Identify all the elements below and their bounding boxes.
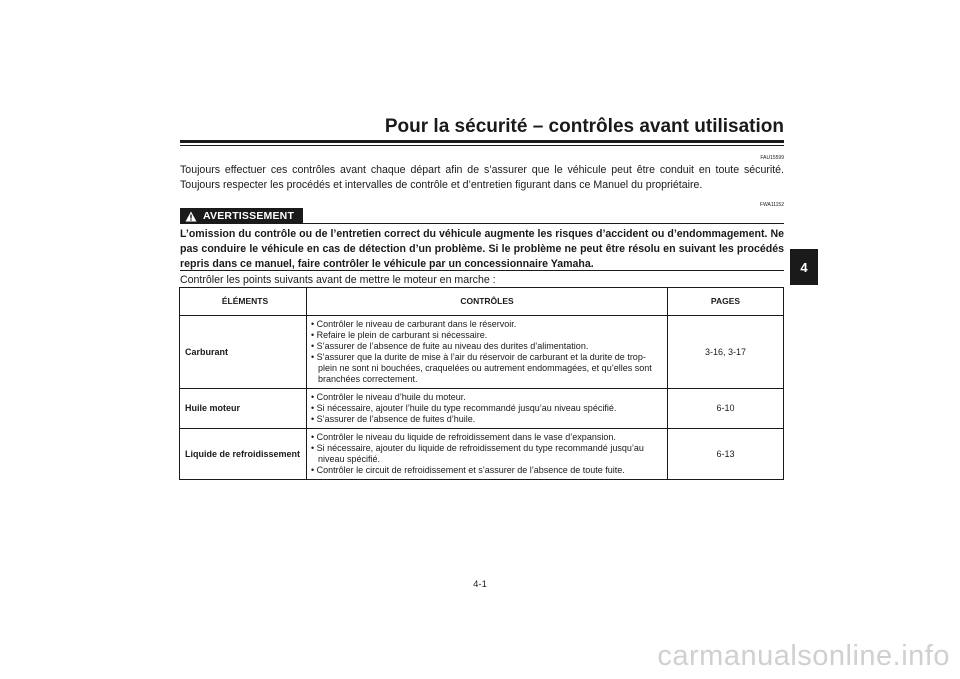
check-item: • Contrôler le circuit de refroidissement et s’assurer de l’absence de toute fuite. [311,465,663,476]
warning-badge [180,208,303,224]
warning-top-rule [303,223,784,224]
watermark: carmanualsonline.info [657,640,950,672]
row-item: Huile moteur [180,389,307,429]
warning-text: L’omission du contrôle ou de l’entretien correct du véhicule augmente les risques d’accident ou d’endommagement. Ne pas conduire le véhicule en cas de détection d’un problème. Si le problème ne peut être résolu en suivant les procédés repris dans ce manuel, faire contrôler le véhicule par un concessionnaire Yamaha. [180,228,784,270]
warning-bottom-rule [180,270,784,271]
table-row [180,389,784,429]
title-rule-thin [180,145,784,146]
pre-operation-checks-table [179,287,784,480]
warning-triangle-icon [185,211,197,222]
page-number: 4-1 [473,579,487,590]
check-item: • Contrôler le niveau de carburant dans le réservoir. [311,319,663,330]
row-pages: 3-16, 3-17 [668,316,784,389]
intro-reference-code: FAU15599 [760,155,784,161]
row-checks [307,389,668,429]
header-pages: PAGES [668,288,784,316]
intro-paragraph: Toujours effectuer ces contrôles avant chaque départ afin de s’assurer que le véhicule peut être conduit en toute sécurité. Toujours respecter les procédés et intervalles de contrôle et d’entretien figurant dans ce Manuel du propriétaire. [180,164,784,191]
title-rule [180,140,784,143]
row-item: Carburant [180,316,307,389]
check-item: • Refaire le plein de carburant si nécessaire. [311,330,663,341]
check-item: • Contrôler le niveau du liquide de refroidissement dans le vase d’expansion. [311,432,663,443]
check-item: • Si nécessaire, ajouter du liquide de refroidissement du type recommandé jusqu’au niveau spécifié. [311,443,663,465]
row-checks [307,429,668,480]
check-item: • S’assurer de l’absence de fuite au niveau des durites d’alimentation. [311,341,663,352]
page-title: Pour la sécurité – contrôles avant utilisation [384,116,784,137]
check-item: • S’assurer de l’absence de fuites d’huile. [311,414,663,425]
table-row [180,316,784,389]
chapter-tab: 4 [790,249,818,285]
check-item: • Si nécessaire, ajouter l’huile du type recommandé jusqu’au niveau spécifié. [311,403,663,414]
row-pages: 6-13 [668,429,784,480]
check-item: • Contrôler le niveau d’huile du moteur. [311,392,663,403]
header-checks: CONTRÔLES [307,288,668,316]
warning-reference-code: FWA11152 [759,202,784,208]
row-item: Liquide de refroidissement [180,429,307,480]
header-items: ÉLÉMENTS [180,288,307,316]
table-header-row [180,288,784,316]
warning-label: AVERTISSEMENT [203,210,295,222]
row-checks [307,316,668,389]
check-item: • S’assurer que la durite de mise à l’air du réservoir de carburant et la durite de trop-plein ne sont ni bouchées, craquelées ou autrement endommagées, et qu’elles sont branchées correctement. [311,352,663,385]
row-pages: 6-10 [668,389,784,429]
table-lead-text: Contrôler les points suivants avant de mettre le moteur en marche : [180,274,496,286]
table-row [180,429,784,480]
